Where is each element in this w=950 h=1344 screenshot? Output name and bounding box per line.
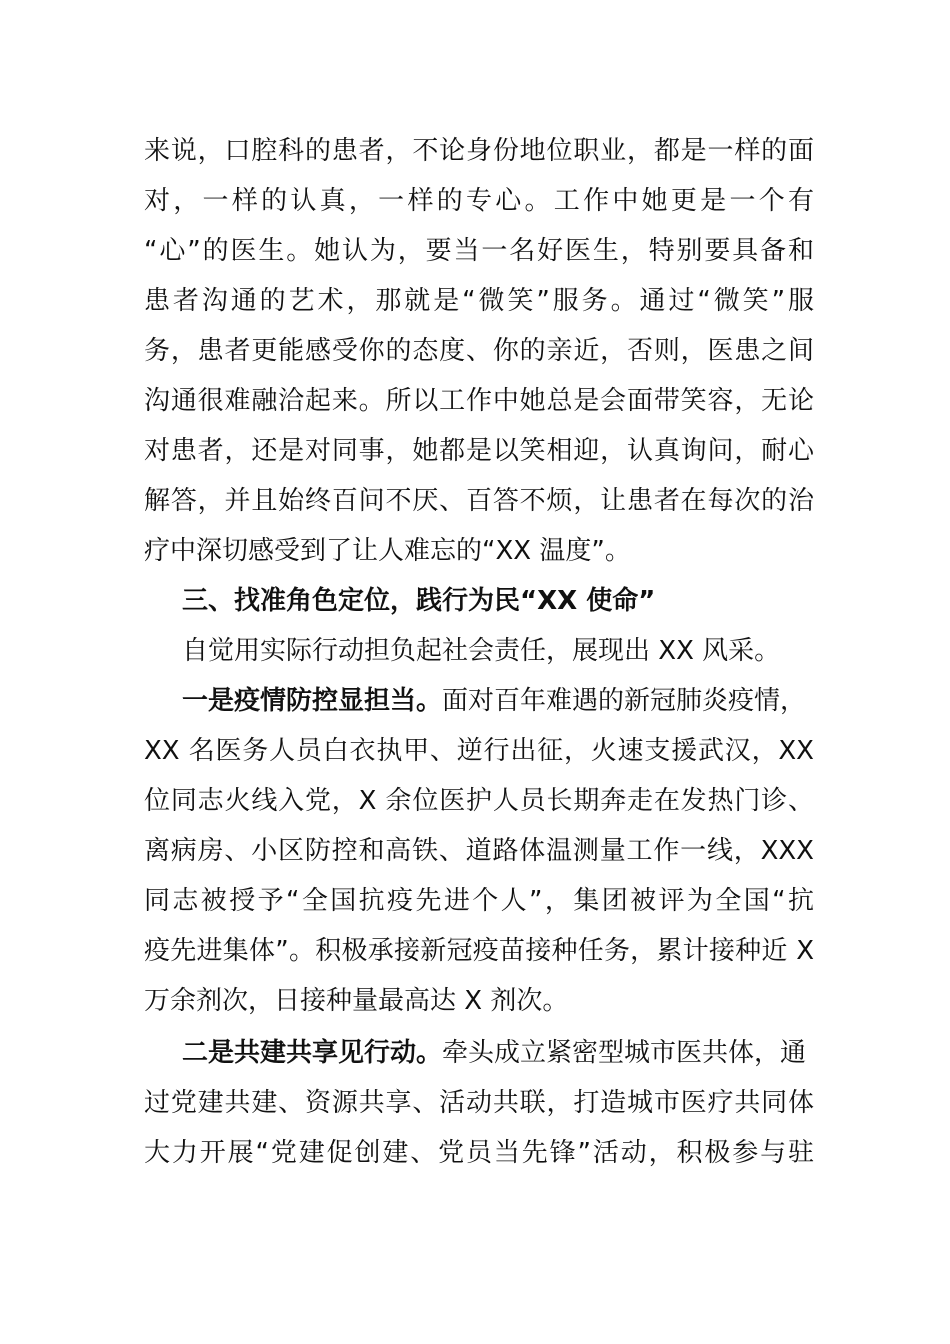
paragraph-lead: 二是共建共享见行动。 [182, 1038, 443, 1068]
paragraph-smile-service [144, 126, 814, 576]
text-line: 万余剂次，日接种量最高达 X 剂次。 [144, 986, 569, 1016]
text-line: 疗中深切感受到了让人难忘的“XX 温度”。 [144, 536, 631, 566]
text-line: XX 名医务人员白衣执甲、逆行出征，火速支援武汉，XX [144, 736, 814, 766]
paragraph-lead-rest: 面对百年难遇的新冠肺炎疫情， [442, 686, 807, 716]
text-line: 位同志火线入党，X 余位医护人员长期奔走在发热门诊、 [144, 786, 814, 816]
text-line: 对，一样的认真，一样的专心。工作中她更是一个有 [144, 186, 814, 216]
paragraph-co-construction [144, 1028, 814, 1178]
text-line: 来说，口腔科的患者，不论身份地位职业，都是一样的面 [144, 136, 814, 166]
text-line: 离病房、小区防控和高铁、道路体温测量工作一线，XXX [144, 836, 814, 866]
paragraph-lead-rest: 牵头成立紧密型城市医共体，通 [442, 1038, 807, 1068]
text-line: 沟通很难融洽起来。所以工作中她总是会面带笑容，无论 [144, 386, 814, 416]
document-body [144, 126, 814, 1178]
section-heading: 三、找准角色定位，践行为民“XX 使命” [182, 586, 656, 616]
paragraph-lead: 一是疫情防控显担当。 [182, 686, 443, 716]
text-line: 过党建共建、资源共享、活动共联，打造城市医疗共同体 [144, 1088, 814, 1118]
paragraph-first-line [144, 676, 814, 726]
text-line: 对患者，还是对同事，她都是以笑相迎，认真询问，耐心 [144, 436, 814, 466]
paragraph-first-line [144, 1028, 814, 1078]
text-line: 患者沟通的艺术，那就是“微笑”服务。通过“微笑”服 [144, 286, 814, 316]
text-line: 务，患者更能感受你的态度、你的亲近，否则，医患之间 [144, 336, 814, 366]
text-line: 疫先进集体”。积极承接新冠疫苗接种任务，累计接种近 X [144, 936, 814, 966]
text-line: 解答，并且始终百问不厌、百答不烦，让患者在每次的治 [144, 486, 814, 516]
text-line: “心”的医生。她认为，要当一名好医生，特别要具备和 [144, 236, 814, 266]
paragraph-epidemic-prevention [144, 676, 814, 1026]
section-intro: 自觉用实际行动担负起社会责任，展现出 XX 风采。 [182, 636, 781, 666]
text-line: 大力开展“党建促创建、党员当先锋”活动，积极参与驻 [144, 1138, 814, 1168]
text-line: 同志被授予“全国抗疫先进个人”，集团被评为全国“抗 [144, 886, 814, 916]
